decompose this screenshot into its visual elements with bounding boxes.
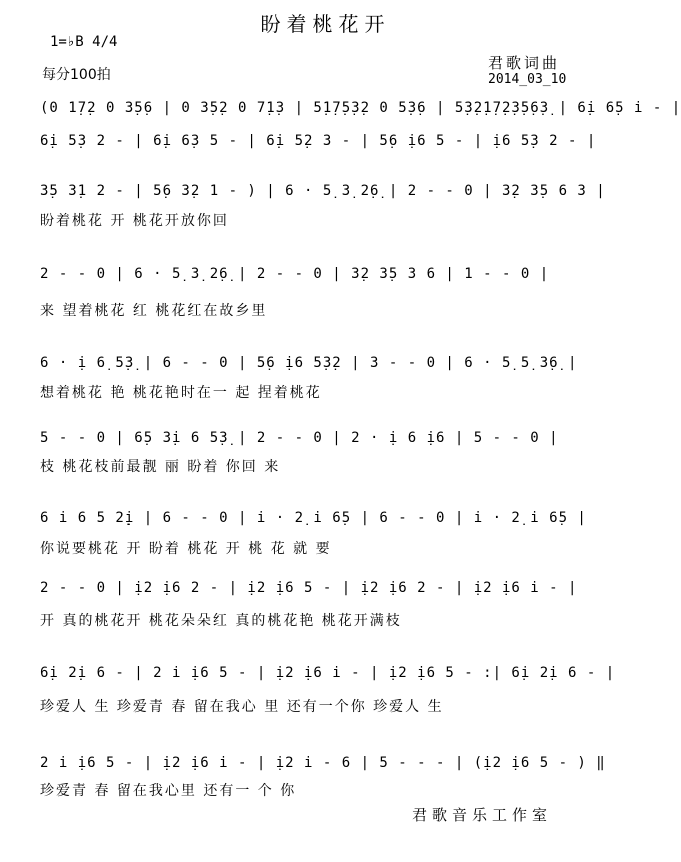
composer-credit: 君歌词曲 [488,54,561,72]
lyrics-line-9: 珍爱人 生 珍爱青 春 留在我心 里 还有一个你 珍爱人 生 [40,699,444,715]
notation-line-4: 2 - - 0 | 6 · 5̣ 3̣ 2̣6̣ | 2 - - 0 | 3̣2 3̣5 3 6 | 1 - - 0 | [40,266,550,282]
notation-line-2: 6̣i 5̣3 2 - | 6̣i 6̣3 5 - | 6̣i 5̣2 3 - | 5̣6 ị6 5 - | ị6 5̣3 2 - | [40,133,597,149]
notation-line-9: 6̣i 2̣i 6 - | 2 i ị6 5 - | ị2 ị6 i - | ị2 ị6 5 - :| 6̣i 2̣i 6 - | [40,665,616,681]
lyrics-line-10: 珍爱青 春 留在我心里 还有一 个 你 [40,783,297,799]
lyrics-line-4: 来 望着桃花 红 桃花红在故乡里 [40,303,268,319]
lyrics-line-5: 想着桃花 艳 桃花艳时在一 起 捏着桃花 [40,385,322,401]
notation-line-10: 2 i ị6 5 - | ị2 ị6 i - | ị2 i - 6 | 5 - - - | (ị2 ị6 5 - ) ‖ [40,755,606,771]
notation-line-1: (0 1̣7̣2 0 3̣5̣6 | 0 3̣5̣2 0 7̣1̣3 | 5̣1̣7̣5̣3̣2 0 5̣3̣6 | 5̣3̣2̣1̣7̣2̣3̣5̣6̣3̣ | 6̣i 6̣5 i - | [40,100,681,116]
key-signature: 1=♭B 4/4 [50,34,118,50]
lyrics-line-8: 开 真的桃花开 桃花朵朵红 真的桃花艳 桃花开满枝 [40,613,402,629]
lyrics-line-6: 枝 桃花枝前最靓 丽 盼着 你回 来 [40,459,281,475]
tempo-marking: 每分100拍 [42,67,111,83]
notation-line-5: 6 · ị 6̣ 5̣3̣ | 6 - - 0 | 5̣6 ị6 5̣3̣2 | 3 - - 0 | 6 · 5̣ 5̣ 3̣6̣ | [40,355,578,371]
notation-line-7: 6 i 6 5 2̣ị | 6 - - 0 | i · 2̣ i 6̣5 | 6 - - 0 | i · 2̣ i 6̣5 | [40,510,587,526]
lyrics-line-3: 盼着桃花 开 桃花开放你回 [40,213,229,229]
lyrics-line-7: 你说要桃花 开 盼着 桃花 开 桃 花 就 要 [40,541,332,557]
notation-line-3: 3̣5 3̣1 2 - | 5̣6 3̣2 1 - ) | 6 · 5̣ 3̣ 2̣6̣ | 2 - - 0 | 3̣2 3̣5 6 3 | [40,183,606,199]
notation-line-8: 2 - - 0 | ị2 ị6 2 - | ị2 ị6 5 - | ị2 ị6 2 - | ị2 ị6 i - | [40,580,578,596]
composition-date: 2014_03_10 [488,72,567,87]
notation-line-6: 5 - - 0 | 6̣5 3̣i 6 5̣3̣ | 2 - - 0 | 2 · ị 6 ị6 | 5 - - 0 | [40,430,559,446]
studio-credit: 君歌音乐工作室 [412,806,553,824]
song-title: 盼着桃花开 [260,12,391,36]
